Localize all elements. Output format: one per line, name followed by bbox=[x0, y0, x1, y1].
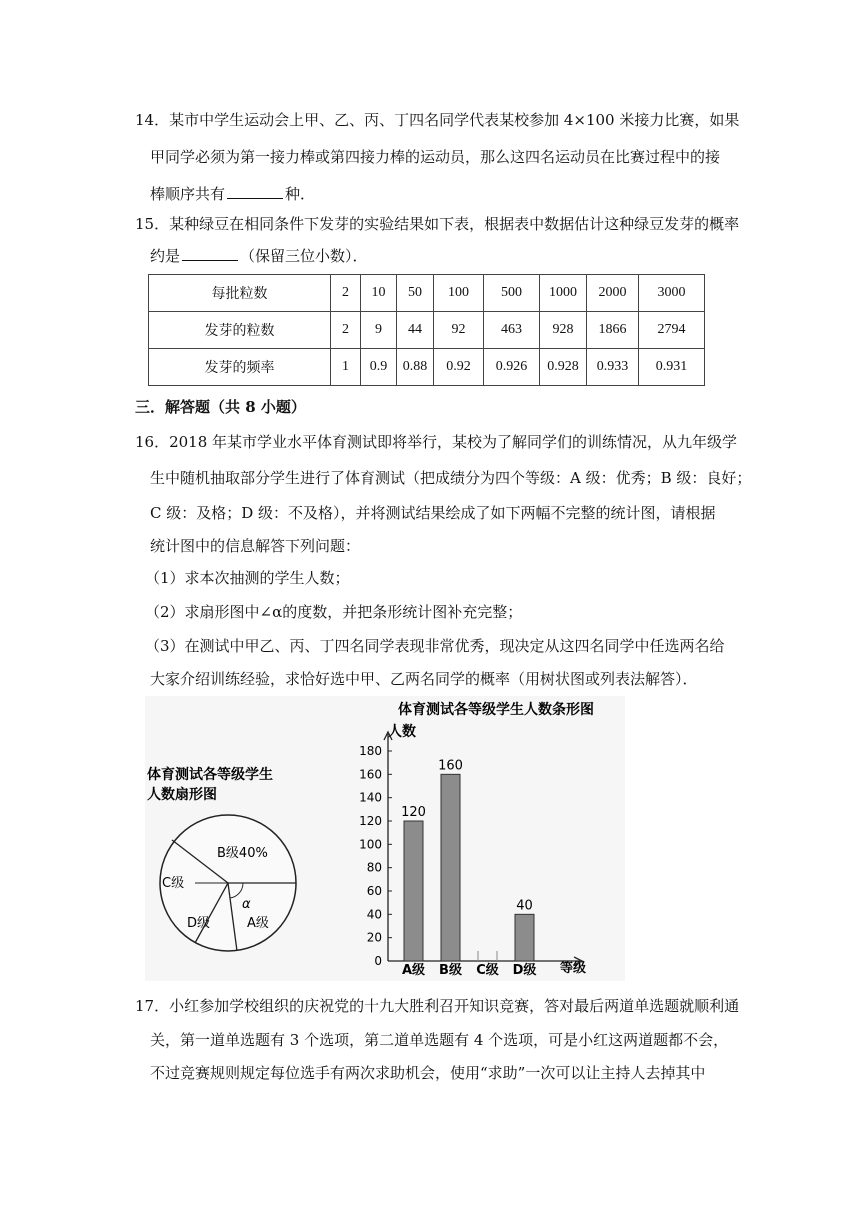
pie-label-c: C级 bbox=[162, 876, 185, 891]
y-tick-label: 120 bbox=[359, 814, 382, 828]
q14-line3 bbox=[150, 184, 315, 204]
table-row bbox=[149, 275, 705, 312]
table-cell: 500 bbox=[484, 275, 540, 312]
table-cell: 2794 bbox=[639, 312, 705, 349]
y-tick-label: 40 bbox=[366, 907, 382, 922]
q16-line4: 统计图中的信息解答下列问题： bbox=[150, 537, 361, 555]
answer-blank bbox=[182, 246, 238, 261]
table-cell: 100 bbox=[434, 275, 484, 312]
table-cell: 3000 bbox=[639, 275, 705, 312]
q14-line1: 14．某市中学生运动会上甲、乙、丙、丁四名同学代表某校参加 4×100 米接力比赛，如果 bbox=[135, 111, 740, 129]
table-cell: 0.931 bbox=[639, 349, 705, 386]
y-tick-label: 60 bbox=[366, 884, 382, 898]
bar-chart-xlabel: 等级 bbox=[560, 961, 587, 976]
pie-label-d: D级 bbox=[187, 916, 211, 931]
q17-line1: 17．小红参加学校组织的庆祝党的十九大胜利召开知识竞赛，答对最后两道单选题就顺利通 bbox=[135, 997, 740, 1015]
q16-sub3-line2: 大家介绍训练经验，求恰好选中甲、乙两名同学的概率（用树状图或列表法解答）． bbox=[150, 670, 698, 688]
bar-chart bbox=[348, 696, 618, 981]
table-row-label: 发芽的频率 bbox=[149, 349, 331, 386]
q16-line2: 生中随机抽取部分学生进行了体育测试（把成绩分为四个等级：A 级：优秀；B 级：良好； bbox=[150, 469, 752, 487]
table-cell: 1866 bbox=[587, 312, 639, 349]
y-tick-label: 80 bbox=[366, 860, 382, 875]
q16-sub1: （1）求本次抽测的学生人数； bbox=[145, 569, 350, 587]
bar bbox=[515, 914, 534, 961]
q15-line1: 15．某种绿豆在相同条件下发芽的实验结果如下表，根据表中数据估计这种绿豆发芽的概率 bbox=[135, 215, 740, 233]
x-category-label: B级 bbox=[439, 963, 462, 978]
pie-chart bbox=[145, 755, 305, 977]
table-cell: 10 bbox=[361, 275, 397, 312]
q15-line2 bbox=[150, 246, 368, 266]
table-cell: 0.928 bbox=[540, 349, 587, 386]
bar-value-label: 120 bbox=[401, 805, 426, 820]
pie-title-line2: 人数扇形图 bbox=[147, 787, 217, 803]
q15-line2-before: 约是 bbox=[150, 247, 181, 265]
q16-sub3-line1: （3）在测试中甲乙、丙、丁四名同学表现非常优秀，现决定从这四名同学中任选两名给 bbox=[145, 637, 725, 655]
x-category-label: D级 bbox=[512, 963, 537, 978]
table-cell: 0.88 bbox=[397, 349, 434, 386]
table-cell: 50 bbox=[397, 275, 434, 312]
table-cell: 1000 bbox=[540, 275, 587, 312]
table-cell: 0.9 bbox=[361, 349, 397, 386]
q14-line2: 甲同学必须为第一接力棒或第四接力棒的运动员，那么这四名运动员在比赛过程中的接 bbox=[150, 148, 721, 166]
table-row-label: 发芽的粒数 bbox=[149, 312, 331, 349]
bar-value-label: 160 bbox=[438, 758, 463, 774]
bar-value-label: 40 bbox=[516, 898, 533, 914]
bar-chart-ylabel: 人数 bbox=[388, 724, 416, 740]
table-cell: 2 bbox=[331, 275, 361, 312]
x-category-label: A级 bbox=[401, 963, 426, 978]
table-cell: 463 bbox=[484, 312, 540, 349]
pie-label-alpha: α bbox=[242, 897, 251, 912]
y-tick-label: 20 bbox=[366, 930, 382, 945]
y-tick-label: 140 bbox=[359, 790, 382, 805]
table-cell: 928 bbox=[540, 312, 587, 349]
bar-chart-title: 体育测试各等级学生人数条形图 bbox=[398, 702, 594, 718]
table-row-label: 每批粒数 bbox=[149, 275, 331, 312]
table-row bbox=[149, 312, 705, 349]
q14-line3-before: 棒顺序共有 bbox=[150, 185, 226, 203]
y-tick-label: 180 bbox=[359, 744, 382, 758]
q15-line2-after: （保留三位小数）． bbox=[240, 247, 368, 265]
x-category-label: C级 bbox=[476, 963, 499, 978]
table-cell: 2000 bbox=[587, 275, 639, 312]
q16-sub2: （2）求扇形图中∠α的度数，并把条形统计图补充完整； bbox=[145, 603, 523, 621]
pie-title-line1: 体育测试各等级学生 bbox=[147, 767, 273, 783]
y-tick-label: 100 bbox=[359, 837, 382, 852]
table-cell: 0.92 bbox=[434, 349, 484, 386]
table-cell: 9 bbox=[361, 312, 397, 349]
y-tick-label: 0 bbox=[374, 954, 382, 968]
table-row bbox=[149, 349, 705, 386]
bar bbox=[441, 774, 460, 961]
q16-line3: C 级：及格；D 级：不及格），并将测试结果绘成了如下两幅不完整的统计图，请根据 bbox=[150, 504, 716, 522]
table-cell: 0.926 bbox=[484, 349, 540, 386]
answer-blank bbox=[227, 184, 283, 199]
table-cell: 1 bbox=[331, 349, 361, 386]
bar bbox=[404, 821, 423, 961]
y-tick-label: 160 bbox=[359, 767, 382, 782]
q14-line3-after: 种． bbox=[285, 185, 316, 203]
table-cell: 2 bbox=[331, 312, 361, 349]
table-cell: 92 bbox=[434, 312, 484, 349]
section-title: 三．解答题（共 8 小题） bbox=[135, 398, 306, 416]
q17-line3: 不过竞赛规则规定每位选手有两次求助机会，使用“求助”一次可以让主持人去掉其中 bbox=[150, 1064, 706, 1082]
table-cell: 0.933 bbox=[587, 349, 639, 386]
pie-label-a: A级 bbox=[247, 916, 269, 931]
germination-table bbox=[148, 274, 705, 386]
q16-line1: 16．2018 年某市学业水平体育测试即将举行，某校为了解同学们的训练情况，从九年级学 bbox=[135, 433, 738, 451]
q17-line2: 关，第一道单选题有 3 个选项，第二道单选题有 4 个选项，可是小红这两道题都不会， bbox=[150, 1031, 729, 1049]
table-cell: 44 bbox=[397, 312, 434, 349]
pie-label-b: B级40% bbox=[217, 846, 268, 861]
